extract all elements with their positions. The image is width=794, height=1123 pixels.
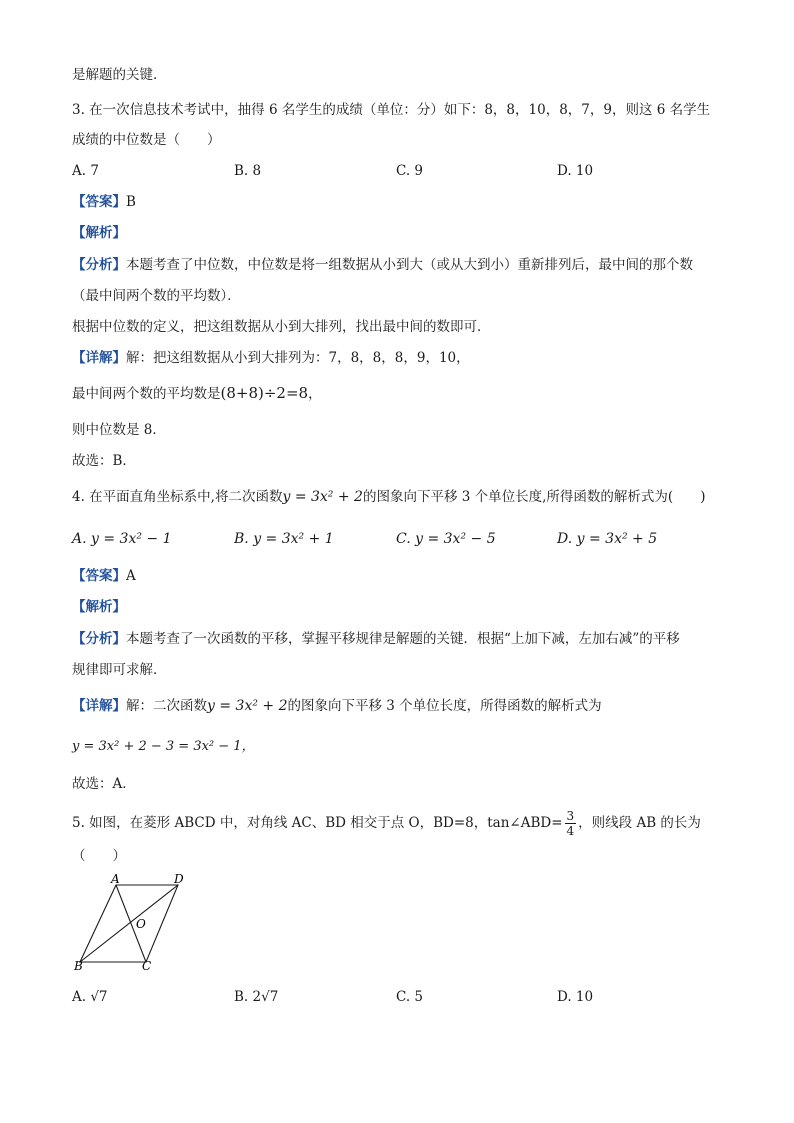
label-c: C: [142, 959, 152, 973]
q3-option-d: D. 10: [557, 163, 594, 179]
fenxi-text: 本题考查了中位数，中位数是将一组数据从小到大（或从大到小）重新排列后，最中间的那个数: [126, 257, 693, 273]
q5-option-b: B. 2√7: [234, 989, 279, 1005]
q5-stem-text2: ，则线段 AB 的长为: [578, 815, 701, 831]
q4-answer: [72, 567, 136, 585]
q5-option-a: A. √7: [72, 989, 108, 1005]
xiangjie-text: 解：二次函数: [126, 698, 207, 714]
q3-option-c: C. 9: [396, 163, 424, 179]
fenxi-tag: 【分析】: [72, 631, 126, 647]
label-o: O: [136, 917, 146, 931]
answer-value: A: [126, 568, 136, 584]
q4-fenxi: [72, 630, 680, 648]
question-5-stem: [72, 808, 701, 838]
fraction-denominator: 4: [566, 824, 575, 838]
text-line: 是解题的关键．: [72, 67, 167, 83]
q4-fenxi-cont: 规律即可求解．: [72, 662, 167, 678]
xiangjie-text2: 的图象向下平移 3 个单位长度，所得函数的解析式为: [287, 698, 602, 714]
mid-end: ，: [308, 386, 322, 402]
q5-option-d: D. 10: [557, 989, 594, 1005]
fraction: [565, 809, 577, 838]
q4-xiangjie: [72, 697, 602, 715]
q3-choice: 故选：B．: [72, 453, 136, 469]
answer-value: B: [126, 194, 136, 210]
fenxi-tag: 【分析】: [72, 257, 126, 273]
rhombus-figure: [70, 872, 200, 974]
label-d: D: [174, 872, 184, 886]
q3-option-a: A. 7: [72, 163, 99, 179]
fraction-numerator: 3: [566, 809, 575, 823]
q3-xiangjie: [72, 349, 470, 367]
q4-analysis-tag: 【解析】: [72, 599, 126, 615]
q3-fenxi-cont: （最中间两个数的平均数）．: [72, 288, 241, 304]
question-4-stem: [72, 488, 705, 506]
q3-fenxi-cont2: 根据中位数的定义，把这组数据从小到大排列，找出最中间的数即可．: [72, 319, 491, 335]
q5-option-c: C. 5: [396, 989, 424, 1005]
q4-stem-text2: 的图象向下平移 3 个单位长度,所得函数的解析式为( ): [362, 489, 706, 505]
fenxi-text: 本题考查了一次函数的平移，掌握平移规律是解题的关键．根据“上加下减，左加右减”的平移: [126, 631, 680, 647]
question-3-stem-cont: 成绩的中位数是（ ）: [72, 132, 221, 148]
label-a: A: [111, 872, 120, 886]
q4-xiangjie-function: y = 3x² + 2: [207, 698, 288, 714]
q3-mid-line: [72, 384, 322, 403]
mid-expression: (8+8)÷2=8: [220, 384, 309, 402]
diagonal-bd: [80, 885, 178, 962]
q4-option-d: D. y = 3x² + 5: [557, 531, 658, 547]
q4-option-a: A. y = 3x² − 1: [72, 531, 172, 547]
q5-stem-cont: （ ）: [72, 848, 126, 864]
q4-choice: 故选：A．: [72, 776, 136, 792]
q3-result: 则中位数是 8．: [72, 422, 166, 438]
q3-analysis-tag: 【解析】: [72, 225, 126, 241]
q4-function: y = 3x² + 2: [282, 489, 363, 505]
xiangjie-tag: 【详解】: [72, 698, 126, 714]
xiangjie-text: 解：把这组数据从小到大排列为：7，8，8，8，9，10，: [126, 350, 470, 366]
mid-text: 最中间两个数的平均数是: [72, 386, 221, 402]
q4-option-b: B. y = 3x² + 1: [234, 531, 334, 547]
q3-answer: [72, 193, 136, 211]
q5-stem-text: 5. 如图，在菱形 ABCD 中，对角线 AC、BD 相交于点 O，BD=8，tan∠ABD=: [72, 815, 563, 831]
q4-option-c: C. y = 3x² − 5: [396, 531, 496, 547]
q3-option-b: B. 8: [234, 163, 262, 179]
question-3-stem: 3. 在一次信息技术考试中，抽得 6 名学生的成绩（单位：分）如下：8，8，10，8，7，9，则这 6 名学生: [72, 102, 711, 118]
q4-stem-text: 4. 在平面直角坐标系中,将二次函数: [72, 489, 283, 505]
label-b: B: [74, 959, 83, 973]
q4-calculation: y = 3x² + 2 − 3 = 3x² − 1，: [72, 739, 255, 754]
xiangjie-tag: 【详解】: [72, 350, 126, 366]
answer-tag: 【答案】: [72, 194, 126, 210]
q3-fenxi: [72, 256, 693, 274]
answer-tag: 【答案】: [72, 568, 126, 584]
